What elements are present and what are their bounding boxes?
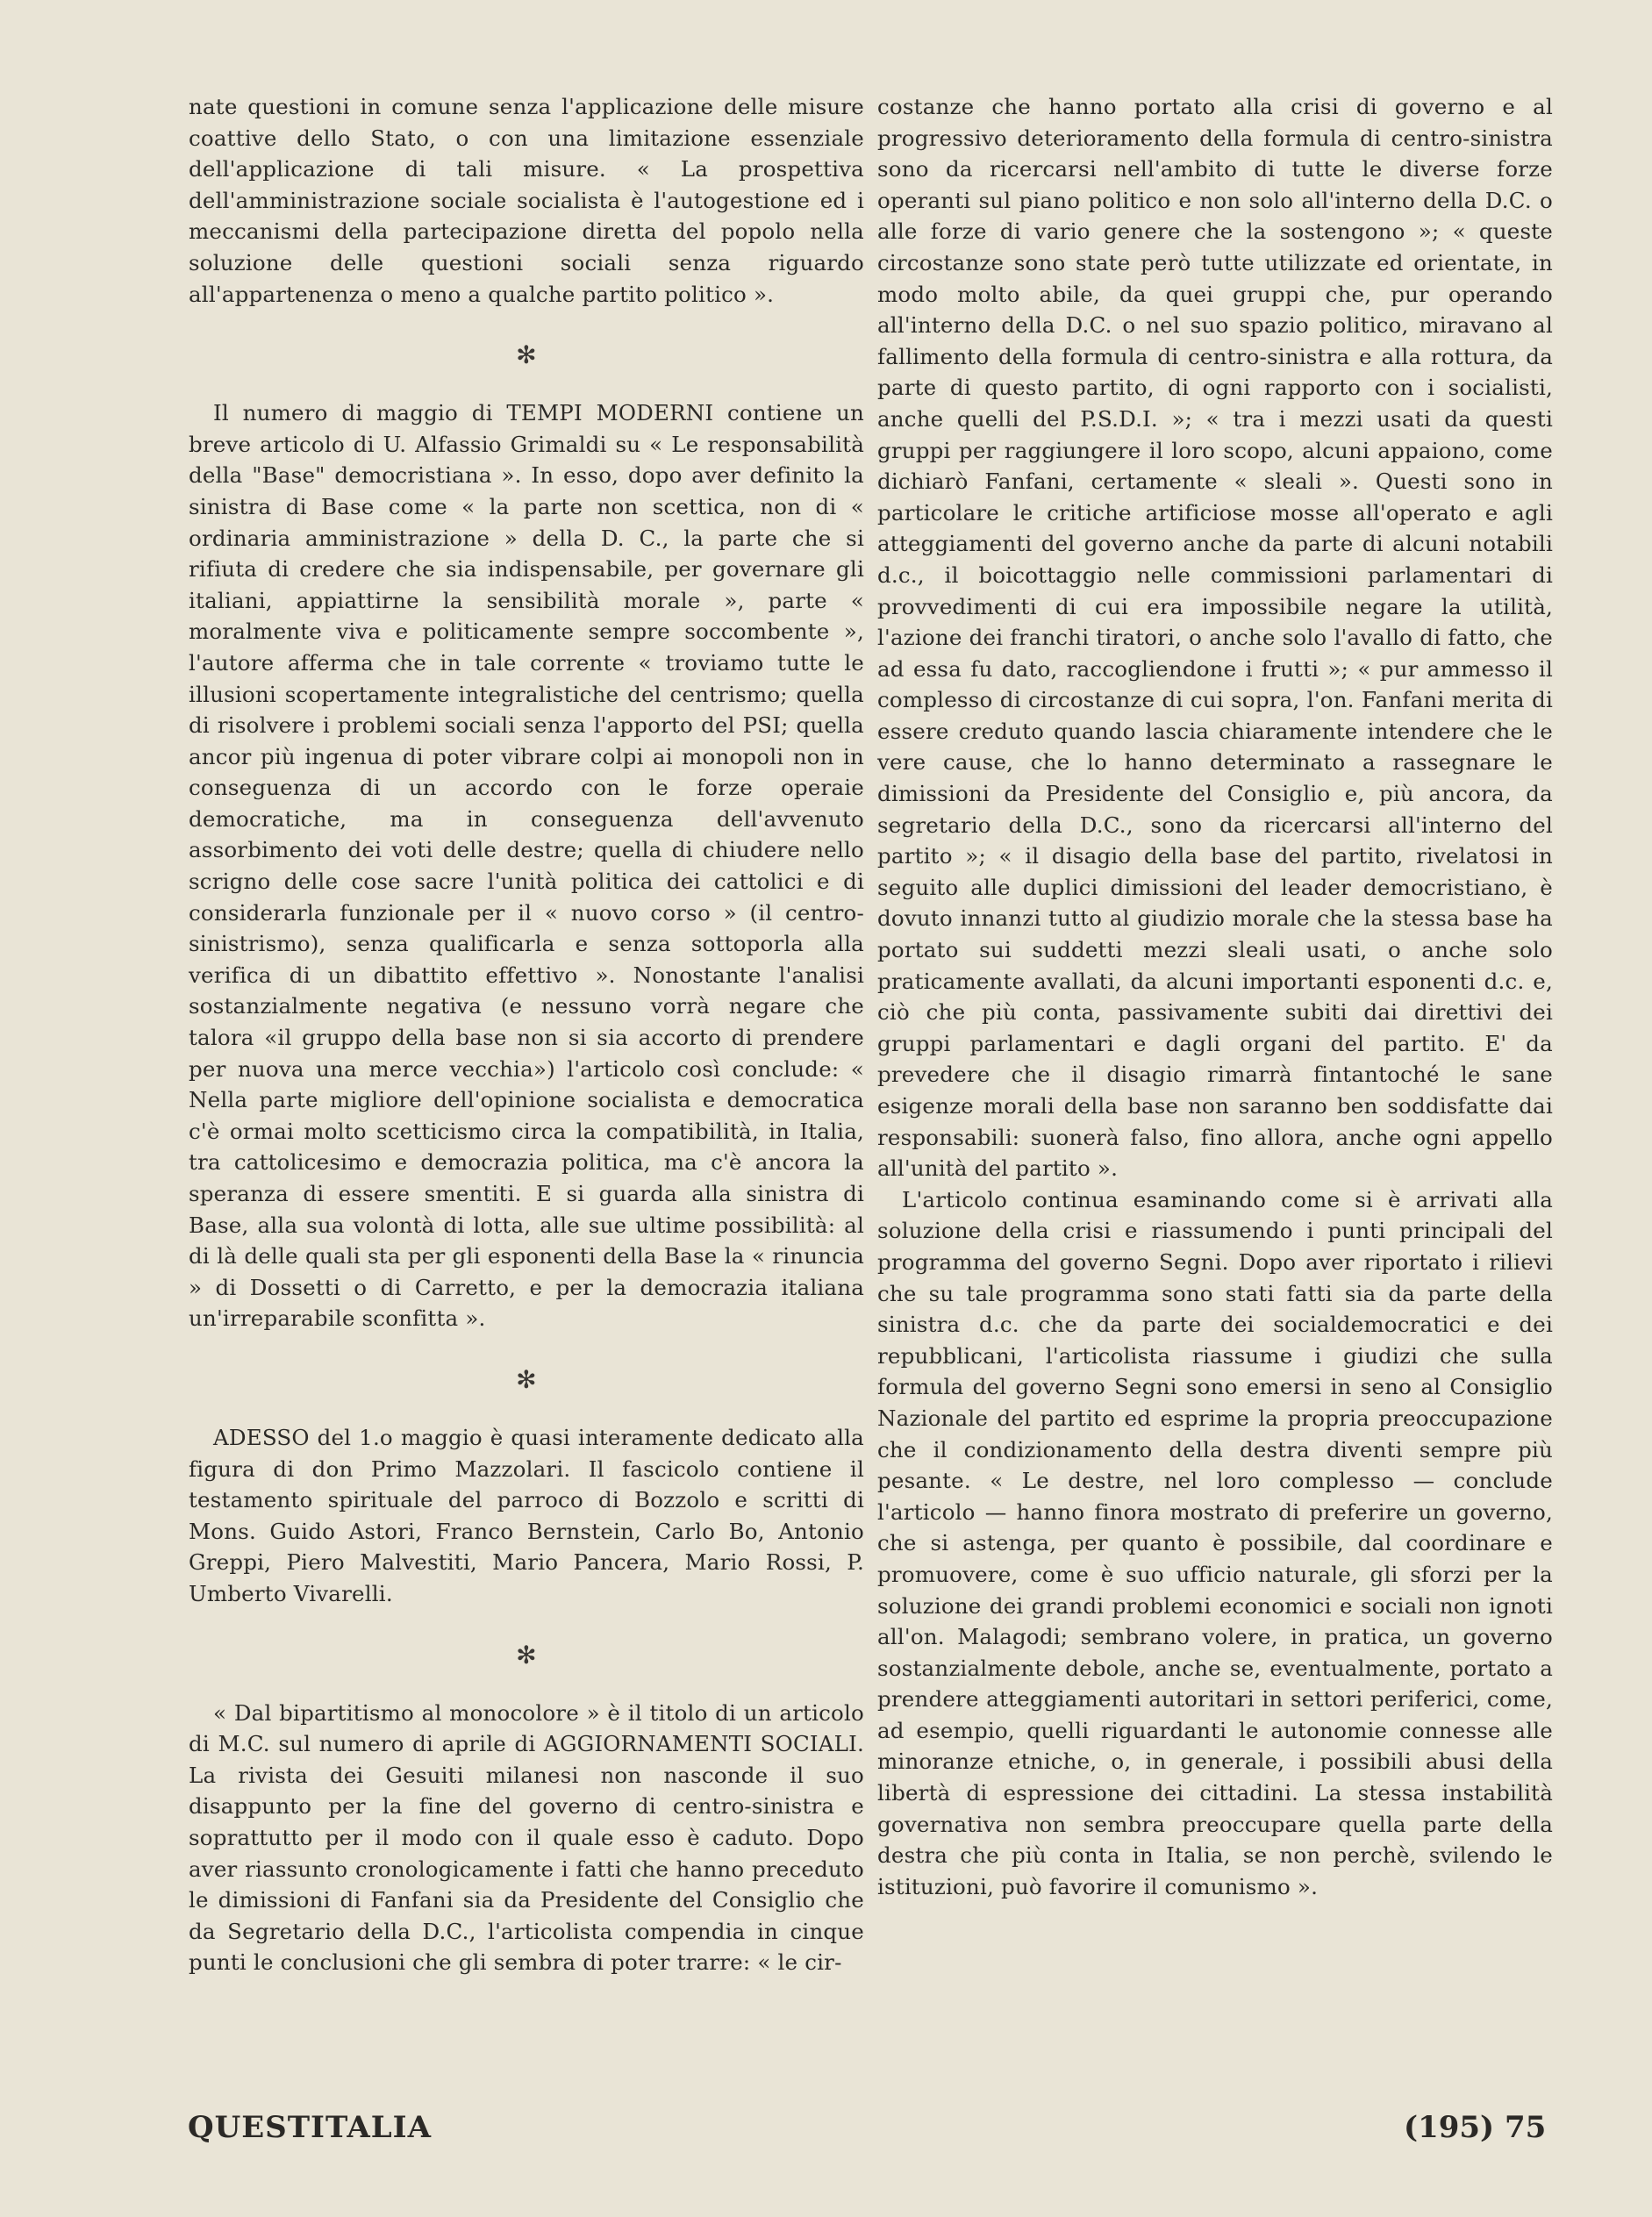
- left-paragraph-3: ADESSO del 1.o maggio è quasi interamente dedicato alla figura di don Primo Mazzolari. Il fascicolo contiene il testamento spirituale del parroco di Bozzolo e scritti di Mons. Guido Astori, Franco Bernstein, Carlo Bo, Antonio Greppi, Piero Malvestiti, Mario Pancera, Mario Rossi, P. Umberto Vivarelli.: [189, 1424, 864, 1606]
- left-paragraph-1: nate questioni in comune senza l'applicazione delle misure coattive dello Stato, o con una limitazione essenziale dell'applicazione di tali misure. « La prospettiva dell'amministrazione sociale socialista è l'autogestione ed i meccanismi della partecipazione diretta del popolo nella soluzione delle questioni sociali senza riguardo all'appartenenza o meno a qualche partito politico ».: [189, 94, 864, 307]
- section-separator-2: ✻: [516, 1364, 537, 1394]
- footer-magazine-title: QUESTITALIA: [188, 2110, 432, 2145]
- left-column: [189, 91, 864, 1978]
- left-paragraph-2: Il numero di maggio di TEMPI MODERNI contiene un breve articolo di U. Alfassio Grimaldi su « Le responsabilità della "Base" democristiana ». In esso, dopo aver definito la sinistra di Base come « la parte non scettica, non di « ordinaria amministrazione » della D. C., la parte che si rifiuta di credere che sia indispensabile, per governare gli italiani, appiattirne la sensibilità morale », parte « moralmente viva e politicamente sempre soccombente », l'autore afferma che in tale corrente « troviamo tutte le illusioni scopertamente integralistiche del centrismo; quella di risolvere i problemi sociali senza l'apporto del PSI; quella ancor più ingenua di poter vibrare colpi ai monopoli non in conseguenza di un accordo con le forze operaie democratiche, ma in conseguenza dell'avvenuto assorbimento dei voti delle destre; quella di chiudere nello scrigno delle cose sacre l'unità politica dei cattolici e di considerarla funzionale per il « nuovo corso » (il centro-sinistrismo), senza qualificarla e senza sottoporla alla verifica di un dibattito effettivo ». Nonostante l'analisi sostanzialmente negativa (e nessuno vorrà negare che talora «il gruppo della base non si sia accorto di prendere per nuova una merce vecchia») l'articolo così conclude: « Nella parte migliore dell'opinione socialista e democratica c'è ormai molto scetticismo circa la compatibilità, in Italia, tra cattolicesimo e democrazia politica, ma c'è ancora la speranza di essere smentiti. E si guarda alla sinistra di Base, alla sua volontà di lotta, alle sue ultime possibilità: al di là delle quali sta per gli esponenti della Base la « rinuncia » di Dossetti o di Carretto, e per la democrazia italiana un'irreparabile sconfitta ».: [189, 400, 864, 1332]
- left-paragraph-4: « Dal bipartitismo al monocolore » è il titolo di un articolo di M.C. sul numero di aprile di AGGIORNAMENTI SOCIALI. La rivista dei Gesuiti milanesi non nasconde il suo disappunto per la fine del governo di centro-sinistra e soprattutto per il modo con il quale esso è caduto. Dopo aver riassunto cronologicamente i fatti che hanno preceduto le dimissioni di Fanfani sia da Presidente del Consiglio che da Segretario della D.C., l'articolista compendia in cinque punti le conclusioni che gli sembra di poter trarre: « le cir-: [189, 1699, 864, 1976]
- right-column: [877, 91, 1553, 1902]
- footer-page-number: (195) 75: [1404, 2110, 1547, 2145]
- right-paragraph-2: L'articolo continua esaminando come si è arrivati alla soluzione della crisi e riassumendo i punti principali del programma del governo Segni. Dopo aver riportato i rilievi che su tale programma sono stati fatti sia da parte della sinistra d.c. che da parte dei socialdemocratici e dei repubblicani, l'articolista riassume i giudizi che sulla formula del governo Segni sono emersi in seno al Consiglio Nazionale del partito ed esprime la propria preoccupazione che il condizionamento della destra diventi sempre più pesante. « Le destre, nel loro complesso — conclude l'articolo — hanno finora mostrato di preferire un governo, che si astenga, per quanto è possibile, dal coordinare e promuovere, come è suo ufficio naturale, gli sforzi per la soluzione dei grandi problemi economici e sociali non ignoti all'on. Malagodi; sembrano volere, in pratica, un governo sostanzialmente debole, anche se, eventualmente, portato a prendere atteggiamenti autoritari in settori periferici, come, ad esempio, quelli riguardanti le autonomie connesse alle minoranze etniche, o, in generale, i possibili abusi della libertà di espressione dei cittadini. La stessa instabilità governativa non sembra preoccupare quella parte della destra che più conta in Italia, se non perchè, svilendo le istituzioni, può favorire il comunismo ».: [877, 1186, 1553, 1899]
- section-separator-1: ✻: [516, 340, 537, 370]
- section-separator-3: ✻: [516, 1640, 537, 1670]
- right-paragraph-1: costanze che hanno portato alla crisi di governo e al progressivo deterioramento della formula di centro-sinistra sono da ricercarsi nell'ambito di tutte le diverse forze operanti sul piano politico e non solo all'interno della D.C. o alle forze di vario genere che la sostengono »; « queste circostanze sono state però tutte utilizzate ed orientate, in modo molto abile, da quei gruppi che, pur operando all'interno della D.C. o nel suo spazio politico, miravano al fallimento della formula di centro-sinistra e alla rottura, da parte di questo partito, di ogni rapporto con i socialisti, anche quelli del P.S.D.I. »; « tra i mezzi usati da questi gruppi per raggiungere il loro scopo, alcuni appaiono, come dichiarò Fanfani, certamente « sleali ». Questi sono in particolare le critiche artificiose mosse all'operato e agli atteggiamenti del governo anche da parte di alcuni notabili d.c., il boicottaggio nelle commissioni parlamentari di provvedimenti di cui era impossibile negare la utilità, l'azione dei franchi tiratori, o anche solo l'avallo di fatto, che ad essa fu dato, raccogliendone i frutti »; « pur ammesso il complesso di circostanze di cui sopra, l'on. Fanfani merita di essere creduto quando lascia chiaramente intendere che le vere cause, che lo hanno determinato a rassegnare le dimissioni da Presidente del Consiglio e, più ancora, da segretario della D.C., sono da ricercarsi all'interno del partito »; « il disagio della base del partito, rivelatosi in seguito alle duplici dimissioni del leader democristiano, è dovuto innanzi tutto al giudizio morale che la stessa base ha portato sui suddetti mezzi sleali usati, o anche solo praticamente avallati, da alcuni importanti esponenti d.c. e, ciò che più conta, passivamente subiti dai direttivi dei gruppi parlamentari e dagli organi del partito. E' da prevedere che il disagio rimarrà fintantoché le sane esigenze morali della base non saranno ben soddisfatte dai responsabili: suonerà falso, fino allora, anche ogni appello all'unità del partito ».: [877, 94, 1553, 1182]
